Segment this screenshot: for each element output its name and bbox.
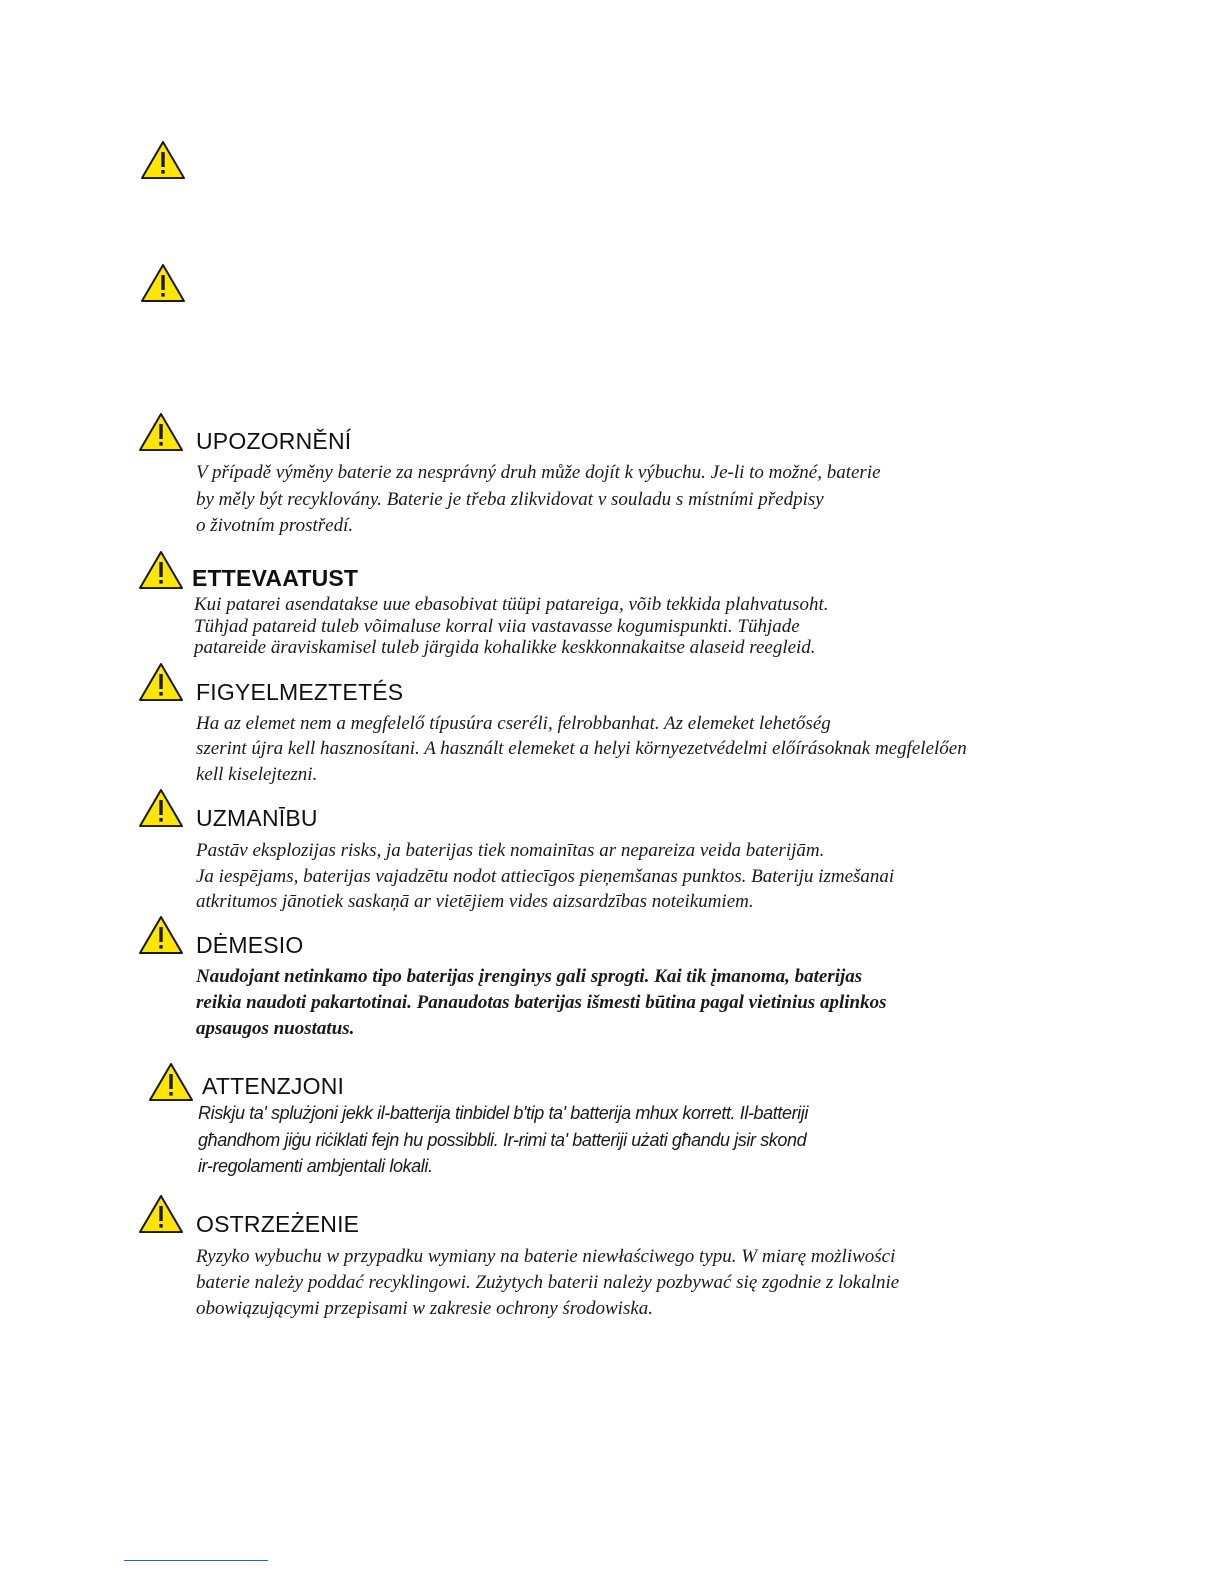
- section-text-line: by měly být recyklovány. Baterie je třeba zlikvidovat v souladu s místními předpisy: [196, 489, 824, 510]
- section-text-line: kell kiselejtezni.: [196, 764, 318, 785]
- warning-icon: [138, 915, 184, 955]
- section-text-line: o životním prostředí.: [196, 515, 354, 536]
- section-text-line: Ryzyko wybuchu w przypadku wymiany na baterie niewłaściwego typu. W miarę możliwości: [196, 1246, 896, 1267]
- section-text-line: patareide äraviskamisel tuleb järgida kohalikke keskkonnakaitse alaseid reegleid.: [194, 637, 816, 658]
- section-text-line: Kui patarei asendatakse uue ebasobivat tüüpi patareiga, võib tekkida plahvatusoht.: [194, 594, 829, 615]
- section-text-line: Ha az elemet nem a megfelelő típusúra cseréli, felrobbanhat. Az elemeket lehetőség: [196, 713, 831, 734]
- section-text-line: Tühjad patareid tuleb võimaluse korral viia vastavasse kogumispunkti. Tühjade: [194, 616, 800, 637]
- section-text-line: reikia naudoti pakartotinai. Panaudotas baterijas išmesti būtina pagal vietinius aplinkos: [196, 992, 887, 1013]
- warning-icon: [140, 263, 186, 303]
- section-text-line: ir-regolamenti ambjentali lokali.: [198, 1156, 433, 1176]
- section-text-line: apsaugos nuostatus.: [196, 1018, 355, 1039]
- section-text-line: Ja iespējams, baterijas vajadzētu nodot attiecīgos pieņemšanas punktos. Bateriju izmešanai: [196, 866, 895, 887]
- warning-icon: [138, 662, 184, 702]
- warning-icon: [138, 412, 184, 452]
- section-text-line: obowiązującymi przepisami w zakresie ochrony środowiska.: [196, 1298, 654, 1319]
- section-heading: ETTEVAATUST: [192, 565, 359, 591]
- section-heading: DĖMESIO: [196, 932, 304, 958]
- section-heading: ATTENZJONI: [202, 1073, 345, 1099]
- section-heading: UZMANĪBU: [196, 805, 318, 831]
- section-heading: OSTRZEŻENIE: [196, 1211, 360, 1237]
- section-text-line: szerint újra kell hasznosítani. A használt elemeket a helyi környezetvédelmi előírásoknak megfelelően: [196, 738, 967, 759]
- section-text-line: għandhom jiġu riċiklati fejn hu possibbli. Ir-rimi ta' batteriji użati għandu jsir skond: [198, 1130, 807, 1150]
- warning-icon: [148, 1062, 194, 1102]
- section-heading: UPOZORNĚNÍ: [196, 428, 352, 454]
- section-text-line: Naudojant netinkamo tipo baterijas įrenginys gali sprogti. Kai tik įmanoma, baterijas: [196, 966, 863, 987]
- section-text-line: atkritumos jānotiek saskaņā ar vietējiem vides aizsardzības noteikumiem.: [196, 891, 754, 912]
- section-text-line: baterie należy poddać recyklingowi. Zużytych baterii należy pozbywać się zgodnie z lokalnie: [196, 1272, 900, 1293]
- section-text-line: V případě výměny baterie za nesprávný druh může dojít k výbuchu. Je-li to možné, baterie: [196, 462, 881, 483]
- section-heading: FIGYELMEZTETÉS: [196, 679, 404, 705]
- section-text-line: Pastāv eksplozijas risks, ja baterijas tiek nomainītas ar nepareiza veida baterijām.: [196, 840, 825, 861]
- section-text-line: Riskju ta' splużjoni jekk il-batterija tinbidel b'tip ta' batterija mhux korrett. Il-batteriji: [198, 1103, 808, 1123]
- footer-divider: [124, 1560, 268, 1561]
- warning-icon: [138, 550, 184, 590]
- warning-icon: [140, 140, 186, 180]
- warning-icon: [138, 788, 184, 828]
- warning-icon: [138, 1194, 184, 1234]
